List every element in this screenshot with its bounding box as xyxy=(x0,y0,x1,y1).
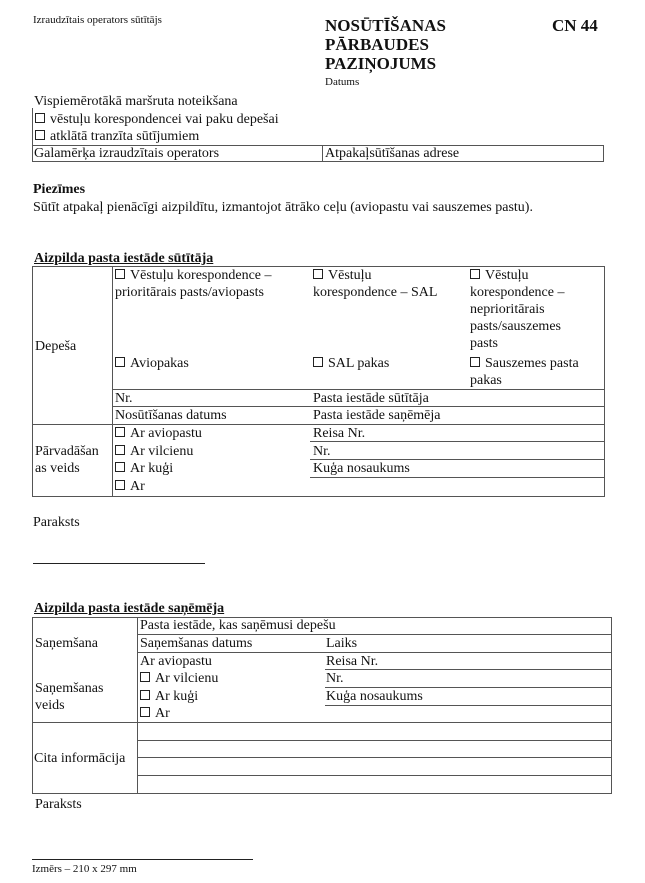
transport-other[interactable]: Ar xyxy=(115,478,145,495)
option-sal-parcels[interactable]: SAL pakas xyxy=(313,355,389,372)
notes-text: Sūtīt atpakaļ pienācīgi aizpildītu, izmantojot ātrāko ceļu (aviopastu vai sauszemes pastu). xyxy=(33,200,533,215)
checkbox[interactable] xyxy=(313,269,323,279)
receiver-section-title: Aizpilda pasta iestāde saņēmēja xyxy=(34,601,225,616)
ship-name-field[interactable]: Kuģa nosaukums xyxy=(313,461,410,476)
notes-title: Piezīmes xyxy=(33,182,86,197)
receipt-date-field[interactable]: Saņemšanas datums xyxy=(140,636,253,651)
checkbox[interactable] xyxy=(35,113,45,123)
routing-option-transit[interactable]: atklātā tranzīta sūtījumiem xyxy=(35,128,199,145)
routing-label: Vispiemērotākā maršruta noteikšana xyxy=(34,94,238,109)
transport-label: Pārvadāšan as veids xyxy=(35,444,99,476)
size-note: Izmērs – 210 x 297 mm xyxy=(32,863,137,875)
date-label: Datums xyxy=(325,76,360,88)
checkbox[interactable] xyxy=(115,480,125,490)
receipt-label: Saņemšana xyxy=(35,636,98,651)
option-air-parcels[interactable]: Aviopakas xyxy=(115,355,189,372)
office-of-origin-field[interactable]: Pasta iestāde sūtītāja xyxy=(313,391,429,406)
option-surface-parcels[interactable]: Sauszemes pasta pakas xyxy=(470,356,579,388)
mode-air[interactable]: Ar aviopastu xyxy=(140,654,212,669)
receipt-mode-label: Saņemšanas veids xyxy=(35,681,104,713)
dispatch-date-field[interactable]: Nosūtīšanas datums xyxy=(115,408,227,423)
receiving-office-field[interactable]: Pasta iestāde, kas saņēmusi depešu xyxy=(140,618,336,633)
train-number-field[interactable]: Nr. xyxy=(313,444,331,459)
sender-section-title: Aizpilda pasta iestāde sūtītāja xyxy=(34,251,214,266)
form-code: CN 44 xyxy=(552,16,598,35)
return-address-field[interactable]: Atpakaļsūtīšanas adrese xyxy=(325,146,460,161)
dispatch-label: Depeša xyxy=(35,339,77,354)
option-surface-letters[interactable]: Vēstuļu korespondence – neprioritārais pasts/sauszemes pasts xyxy=(470,268,565,351)
form-title-3: PAZIŅOJUMS xyxy=(325,54,437,73)
receiver-train-number-field[interactable]: Nr. xyxy=(326,671,344,686)
checkbox[interactable] xyxy=(470,269,480,279)
checkbox[interactable] xyxy=(115,427,125,437)
transport-train[interactable]: Ar vilcienu xyxy=(115,443,193,460)
mode-ship[interactable]: Ar kuģi xyxy=(140,688,198,705)
sender-signature-line[interactable] xyxy=(33,563,205,564)
receiver-flight-number-field[interactable]: Reisa Nr. xyxy=(326,654,379,669)
form-title-1: NOSŪTĪŠANAS xyxy=(325,16,446,35)
checkbox[interactable] xyxy=(115,357,125,367)
office-of-destination-field[interactable]: Pasta iestāde saņēmēja xyxy=(313,408,441,423)
checkbox[interactable] xyxy=(313,357,323,367)
sender-operator-label: Izraudzītais operators sūtītājs xyxy=(33,14,162,26)
mode-other[interactable]: Ar xyxy=(140,705,170,722)
time-field[interactable]: Laiks xyxy=(326,636,358,651)
checkbox[interactable] xyxy=(115,462,125,472)
checkbox[interactable] xyxy=(115,445,125,455)
flight-number-field[interactable]: Reisa Nr. xyxy=(313,426,366,441)
receiver-ship-name-field[interactable]: Kuģa nosaukums xyxy=(326,689,423,704)
checkbox[interactable] xyxy=(115,269,125,279)
receiver-signature-label: Paraksts xyxy=(35,797,82,812)
sender-signature-label: Paraksts xyxy=(33,515,80,530)
number-field[interactable]: Nr. xyxy=(115,391,133,406)
footer-line xyxy=(32,859,253,860)
checkbox[interactable] xyxy=(470,357,480,367)
other-info-label: Cita informācija xyxy=(34,751,126,766)
mode-train[interactable]: Ar vilcienu xyxy=(140,670,218,687)
checkbox[interactable] xyxy=(140,707,150,717)
checkbox[interactable] xyxy=(140,672,150,682)
option-priority-letters[interactable]: Vēstuļu korespondence – prioritārais pasts/aviopasts xyxy=(115,268,272,300)
destination-operator-field[interactable]: Galamērķa izraudzītais operators xyxy=(34,146,220,161)
form-title-2: PĀRBAUDES xyxy=(325,35,429,54)
checkbox[interactable] xyxy=(35,130,45,140)
routing-option-letters[interactable]: vēstuļu korespondencei vai paku depešai xyxy=(35,111,279,128)
option-sal-letters[interactable]: Vēstuļu korespondence – SAL xyxy=(313,268,438,300)
transport-air[interactable]: Ar aviopastu xyxy=(115,425,202,442)
transport-ship[interactable]: Ar kuģi xyxy=(115,460,173,477)
checkbox[interactable] xyxy=(140,690,150,700)
